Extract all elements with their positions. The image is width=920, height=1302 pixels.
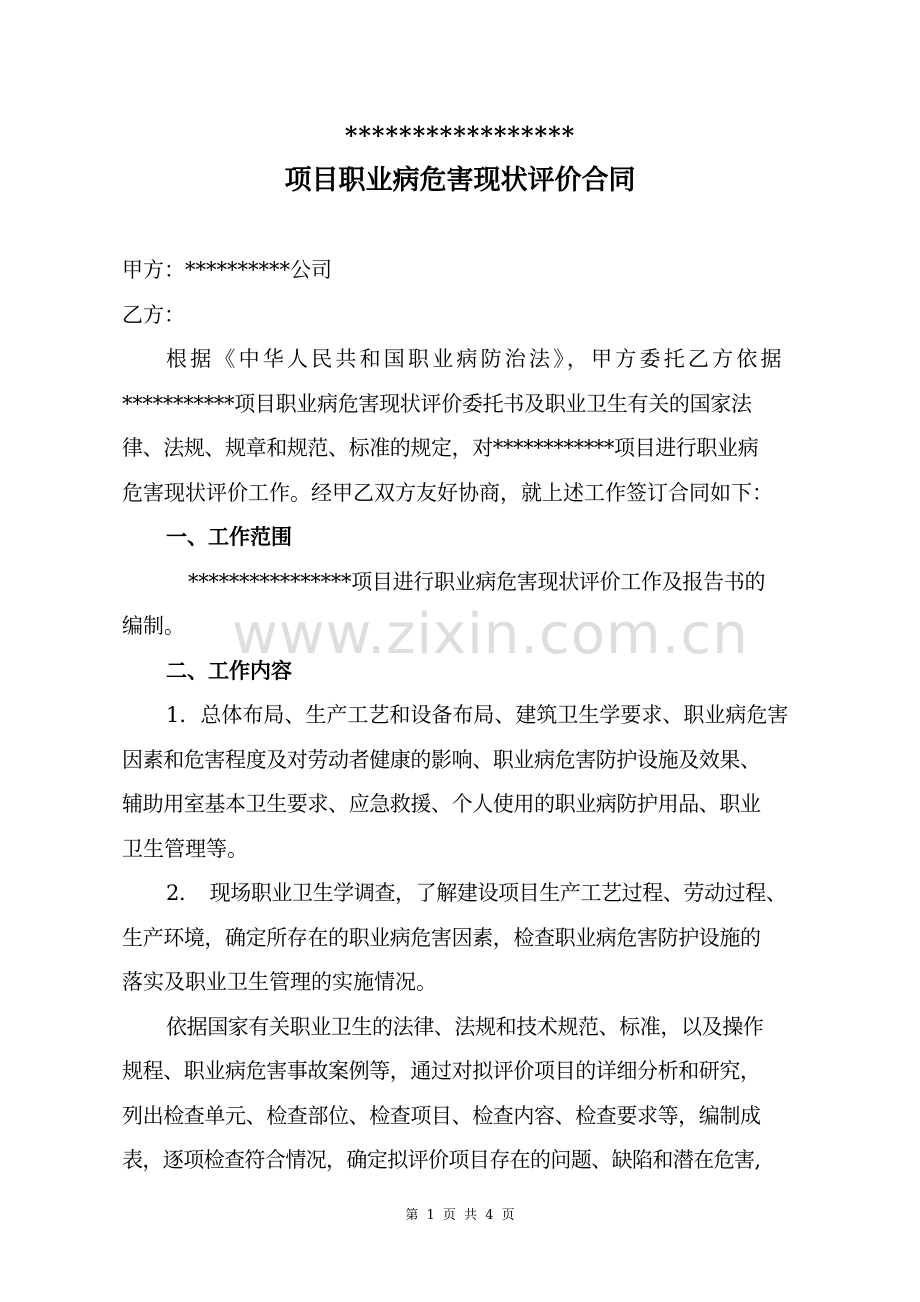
section-heading-scope: 一、工作范围 — [166, 524, 292, 549]
item1-line: 1．总体布局、生产工艺和设备布局、建筑卫生学要求、职业病危害 — [166, 703, 789, 727]
party-a-line: 甲方：**********公司 — [122, 258, 332, 282]
watermark: www.zixin.com.cn — [232, 602, 749, 667]
party-b-line: 乙方： — [122, 302, 185, 327]
para3-line: 依据国家有关职业卫生的法律、法规和技术规范、标准，以及操作 — [166, 1014, 764, 1039]
intro-line: 危害现状评价工作。经甲乙双方友好协商，就上述工作签订合同如下： — [122, 480, 773, 505]
page-footer: 第 1 页 共 4 页 — [405, 1208, 515, 1223]
section-heading-content: 二、工作内容 — [166, 657, 292, 683]
para3-line: 表，逐项检查符合情况，确定拟评价项目存在的问题、缺陷和潜在危害, — [122, 1148, 761, 1172]
para3-line: 列出检查单元、检查部位、检查项目、检查内容、检查要求等，编制成 — [122, 1103, 761, 1128]
document-body — [122, 248, 800, 1183]
para3-line: 规程、职业病危害事故案例等，通过对拟评价项目的详细分析和研究， — [122, 1059, 761, 1083]
item1-line: 因素和危害程度及对劳动者健康的影响、职业病危害防护设施及效果、 — [122, 747, 761, 772]
section1-line: 编制。 — [122, 614, 185, 638]
intro-line: 律、法规、规章和规范、标准的规定，对************项目进行职业病 — [122, 436, 759, 460]
intro-line: 根据《中华人民共和国职业病防治法》，甲方委托乙方依据 — [166, 347, 785, 371]
section1-line: ****************项目进行职业病危害现状评价工作及报告书的 — [188, 569, 766, 594]
item2-line: 生产环境，确定所存在的职业病危害因素，检查职业病危害防护设施的 — [122, 925, 761, 950]
intro-line: ***********项目职业病危害现状评价委托书及职业卫生有关的国家法 — [122, 391, 752, 416]
item1-line: 卫生管理等。 — [122, 836, 248, 861]
item2-line: 落实及职业卫生管理的实施情况。 — [122, 970, 437, 994]
item2-line: 2． 现场职业卫生学调查，了解建设项目生产工艺过程、劳动过程、 — [166, 881, 787, 905]
document-title: 项目职业病危害现状评价合同 — [284, 165, 636, 196]
item1-line: 辅助用室基本卫生要求、应急救援、个人使用的职业病防护用品、职业 — [122, 792, 761, 816]
document-title-stars: ***************** — [344, 121, 576, 150]
